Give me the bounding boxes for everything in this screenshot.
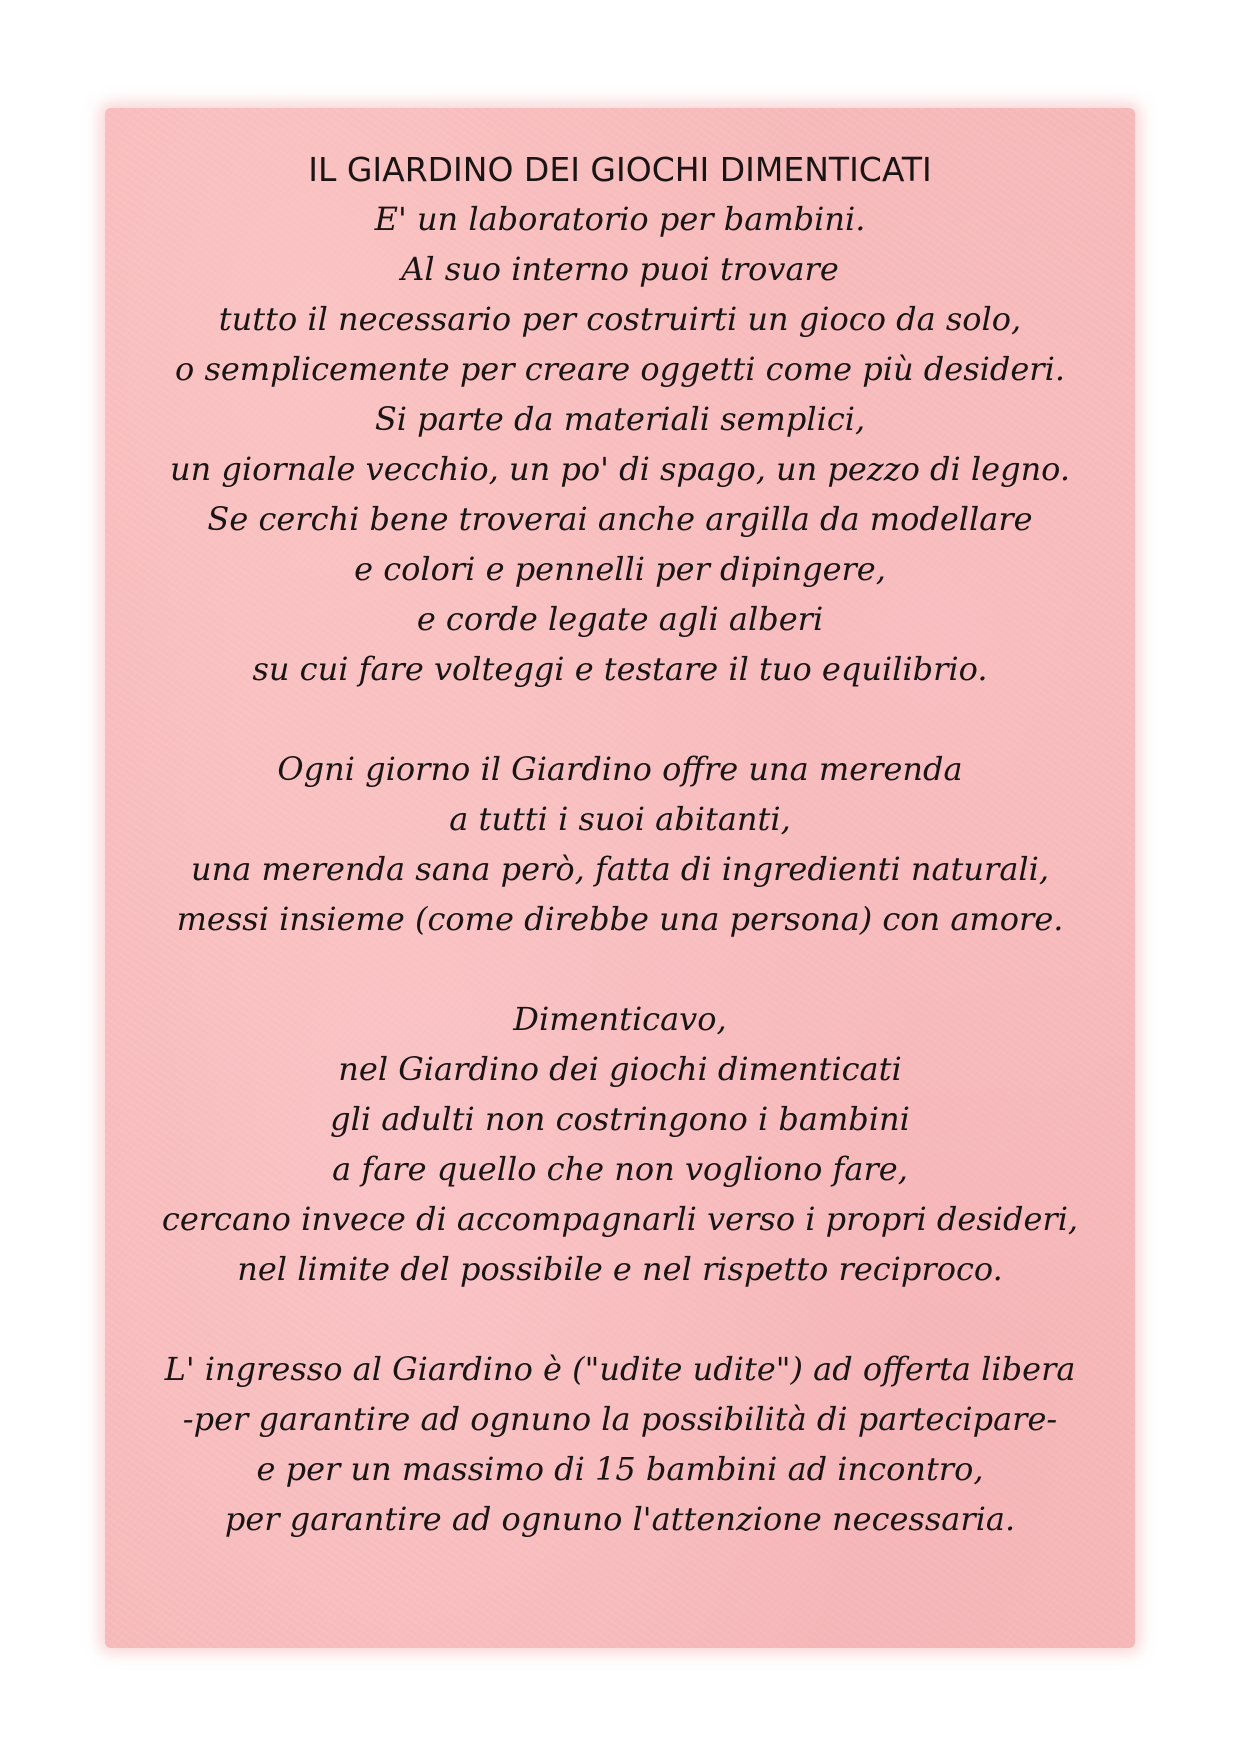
text-line: a tutti i suoi abitanti,	[449, 800, 791, 838]
text-line: e corde legate agli alberi	[416, 600, 824, 638]
text-line: nel limite del possibile e nel rispetto reciproco.	[237, 1250, 1003, 1288]
text-line: -per garantire ad ognuno la possibilità di partecipare-	[182, 1400, 1058, 1438]
stanza-intro	[105, 194, 1135, 694]
text-line: e colori e pennelli per dipingere,	[354, 550, 886, 588]
text-line: a fare quello che non vogliono fare,	[332, 1150, 908, 1188]
stanza-gap	[105, 944, 1135, 994]
stanza-ingresso	[105, 1344, 1135, 1544]
text-line: una merenda sana però, fatta di ingredienti naturali,	[190, 850, 1050, 888]
text-line: Si parte da materiali semplici,	[374, 400, 866, 438]
stanza-gap	[105, 1294, 1135, 1344]
text-line: tutto il necessario per costruirti un gioco da solo,	[218, 300, 1022, 338]
poster-text	[105, 148, 1135, 1544]
text-line: o semplicemente per creare oggetti come più desideri.	[175, 350, 1065, 388]
stanza-gap	[105, 694, 1135, 744]
stanza-dimenticavo	[105, 994, 1135, 1294]
text-line: nel Giardino dei giochi dimenticati	[338, 1050, 902, 1088]
text-line: e per un massimo di 15 bambini ad incontro,	[256, 1450, 984, 1488]
text-line: su cui fare volteggi e testare il tuo equilibrio.	[252, 650, 988, 688]
stanza-merenda	[105, 744, 1135, 944]
text-line: per garantire ad ognuno l'attenzione necessaria.	[224, 1500, 1016, 1538]
text-line: Dimenticavo,	[513, 1000, 727, 1038]
text-line: Al suo interno puoi trovare	[401, 250, 839, 288]
text-line: gli adulti non costringono i bambini	[330, 1100, 910, 1138]
text-line: E' un laboratorio per bambini.	[374, 200, 866, 238]
text-line: cercano invece di accompagnarli verso i propri desideri,	[161, 1200, 1079, 1238]
text-line: un giornale vecchio, un po' di spago, un pezzo di legno.	[169, 450, 1071, 488]
text-line: Se cerchi bene troverai anche argilla da modellare	[207, 500, 1033, 538]
text-line: L' ingresso al Giardino è ("udite udite") ad offerta libera	[164, 1350, 1076, 1388]
poster-title: IL GIARDINO DEI GIOCHI DIMENTICATI	[308, 150, 932, 189]
text-line: messi insieme (come direbbe una persona) con amore.	[176, 900, 1064, 938]
text-line: Ogni giorno il Giardino offre una merenda	[277, 750, 963, 788]
